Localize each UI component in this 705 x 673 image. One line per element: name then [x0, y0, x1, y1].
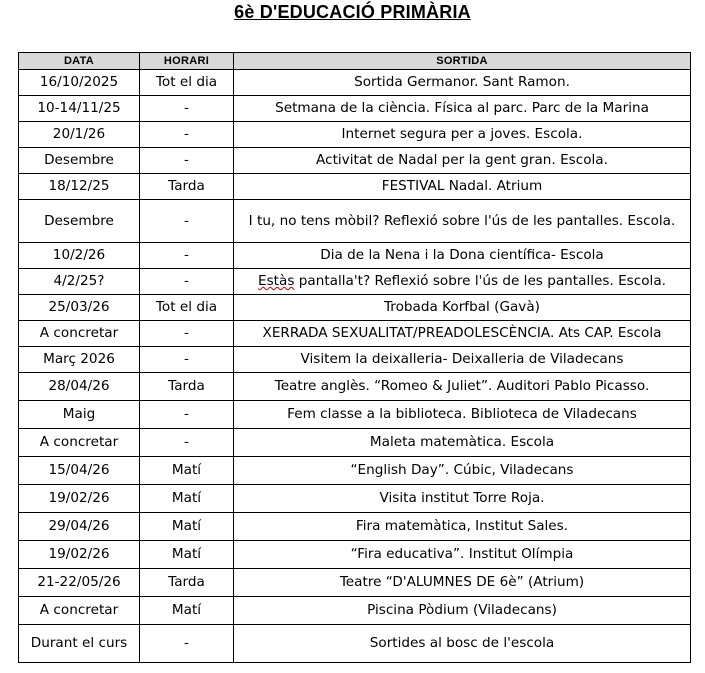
cell-horari: - — [140, 269, 234, 295]
cell-sortida-text: pantalla't? Reflexió sobre l'ús de les pantalles. Escola. — [294, 273, 666, 289]
table-row — [19, 243, 691, 269]
table-row — [19, 122, 691, 148]
cell-horari: Tot el dia — [140, 70, 234, 96]
cell-sortida: Internet segura per a joves. Escola. — [234, 122, 691, 148]
table-row — [19, 597, 691, 625]
cell-horari: - — [140, 347, 234, 373]
cell-horari: - — [140, 429, 234, 457]
cell-data: Desembre — [19, 200, 140, 243]
cell-horari: - — [140, 625, 234, 663]
table-row — [19, 70, 691, 96]
cell-sortida: Setmana de la ciència. Física al parc. Parc de la Marina — [234, 96, 691, 122]
cell-sortida: Fem classe a la biblioteca. Biblioteca de Viladecans — [234, 401, 691, 429]
cell-data: 21-22/05/26 — [19, 569, 140, 597]
cell-horari: Matí — [140, 597, 234, 625]
table-row — [19, 541, 691, 569]
cell-sortida: Teatre “D'ALUMNES DE 6è” (Atrium) — [234, 569, 691, 597]
table-row — [19, 569, 691, 597]
cell-data: 19/02/26 — [19, 541, 140, 569]
cell-horari: Matí — [140, 485, 234, 513]
cell-sortida: Teatre anglès. “Romeo & Juliet”. Auditori Pablo Picasso. — [234, 373, 691, 401]
table-header-row — [19, 53, 691, 70]
cell-horari: - — [140, 401, 234, 429]
cell-sortida: Activitat de Nadal per la gent gran. Escola. — [234, 148, 691, 174]
table-row — [19, 457, 691, 485]
cell-data: 4/2/25? — [19, 269, 140, 295]
cell-horari: - — [140, 243, 234, 269]
cell-sortida: Visita institut Torre Roja. — [234, 485, 691, 513]
table-row — [19, 347, 691, 373]
cell-horari: Tarda — [140, 373, 234, 401]
cell-data: 19/02/26 — [19, 485, 140, 513]
table-row — [19, 401, 691, 429]
table-row — [19, 96, 691, 122]
cell-sortida: Fira matemàtica, Institut Sales. — [234, 513, 691, 541]
cell-data: 28/04/26 — [19, 373, 140, 401]
table-row — [19, 625, 691, 663]
spellcheck-flagged-word: Estàs — [258, 273, 295, 289]
cell-data: Març 2026 — [19, 347, 140, 373]
cell-horari: Tot el dia — [140, 295, 234, 321]
cell-data: 10/2/26 — [19, 243, 140, 269]
table-row — [19, 485, 691, 513]
cell-data: 16/10/2025 — [19, 70, 140, 96]
cell-data: 25/03/26 — [19, 295, 140, 321]
table-row — [19, 513, 691, 541]
cell-sortida: Sortida Germanor. Sant Ramon. — [234, 70, 691, 96]
page-title: 6è D'EDUCACIÓ PRIMÀRIA — [234, 2, 471, 22]
cell-sortida — [234, 269, 691, 295]
cell-data: A concretar — [19, 321, 140, 347]
cell-data: 29/04/26 — [19, 513, 140, 541]
outings-table — [18, 52, 691, 663]
cell-data: A concretar — [19, 429, 140, 457]
cell-sortida: Trobada Korfbal (Gavà) — [234, 295, 691, 321]
cell-horari: Matí — [140, 457, 234, 485]
cell-sortida: I tu, no tens mòbil? Reflexió sobre l'ús de les pantalles. Escola. — [234, 200, 691, 243]
cell-data: 15/04/26 — [19, 457, 140, 485]
cell-sortida: “English Day”. Cúbic, Viladecans — [234, 457, 691, 485]
table-row — [19, 148, 691, 174]
cell-horari: Matí — [140, 541, 234, 569]
column-header-horari: HORARI — [140, 53, 234, 70]
cell-data: 10-14/11/25 — [19, 96, 140, 122]
cell-data: 20/1/26 — [19, 122, 140, 148]
cell-horari: Tarda — [140, 174, 234, 200]
cell-horari: - — [140, 321, 234, 347]
cell-data: Maig — [19, 401, 140, 429]
cell-data: A concretar — [19, 597, 140, 625]
table-row — [19, 269, 691, 295]
cell-data: Durant el curs — [19, 625, 140, 663]
cell-data: 18/12/25 — [19, 174, 140, 200]
cell-sortida: FESTIVAL Nadal. Atrium — [234, 174, 691, 200]
cell-horari: Tarda — [140, 569, 234, 597]
cell-sortida: Piscina Pòdium (Viladecans) — [234, 597, 691, 625]
cell-data: Desembre — [19, 148, 140, 174]
cell-horari: - — [140, 148, 234, 174]
table-row — [19, 429, 691, 457]
cell-sortida: Dia de la Nena i la Dona científica- Escola — [234, 243, 691, 269]
cell-horari: - — [140, 200, 234, 243]
table-row — [19, 295, 691, 321]
table-row — [19, 373, 691, 401]
cell-horari: Matí — [140, 513, 234, 541]
table-row — [19, 174, 691, 200]
cell-sortida: XERRADA SEXUALITAT/PREADOLESCÈNCIA. Ats CAP. Escola — [234, 321, 691, 347]
cell-sortida: Visitem la deixalleria- Deixalleria de Viladecans — [234, 347, 691, 373]
cell-sortida: “Fira educativa”. Institut Olímpia — [234, 541, 691, 569]
table-row — [19, 200, 691, 243]
column-header-data: DATA — [19, 53, 140, 70]
cell-horari: - — [140, 96, 234, 122]
table-row — [19, 321, 691, 347]
cell-horari: - — [140, 122, 234, 148]
cell-sortida: Maleta matemàtica. Escola — [234, 429, 691, 457]
column-header-sortida: SORTIDA — [234, 53, 691, 70]
cell-sortida: Sortides al bosc de l'escola — [234, 625, 691, 663]
